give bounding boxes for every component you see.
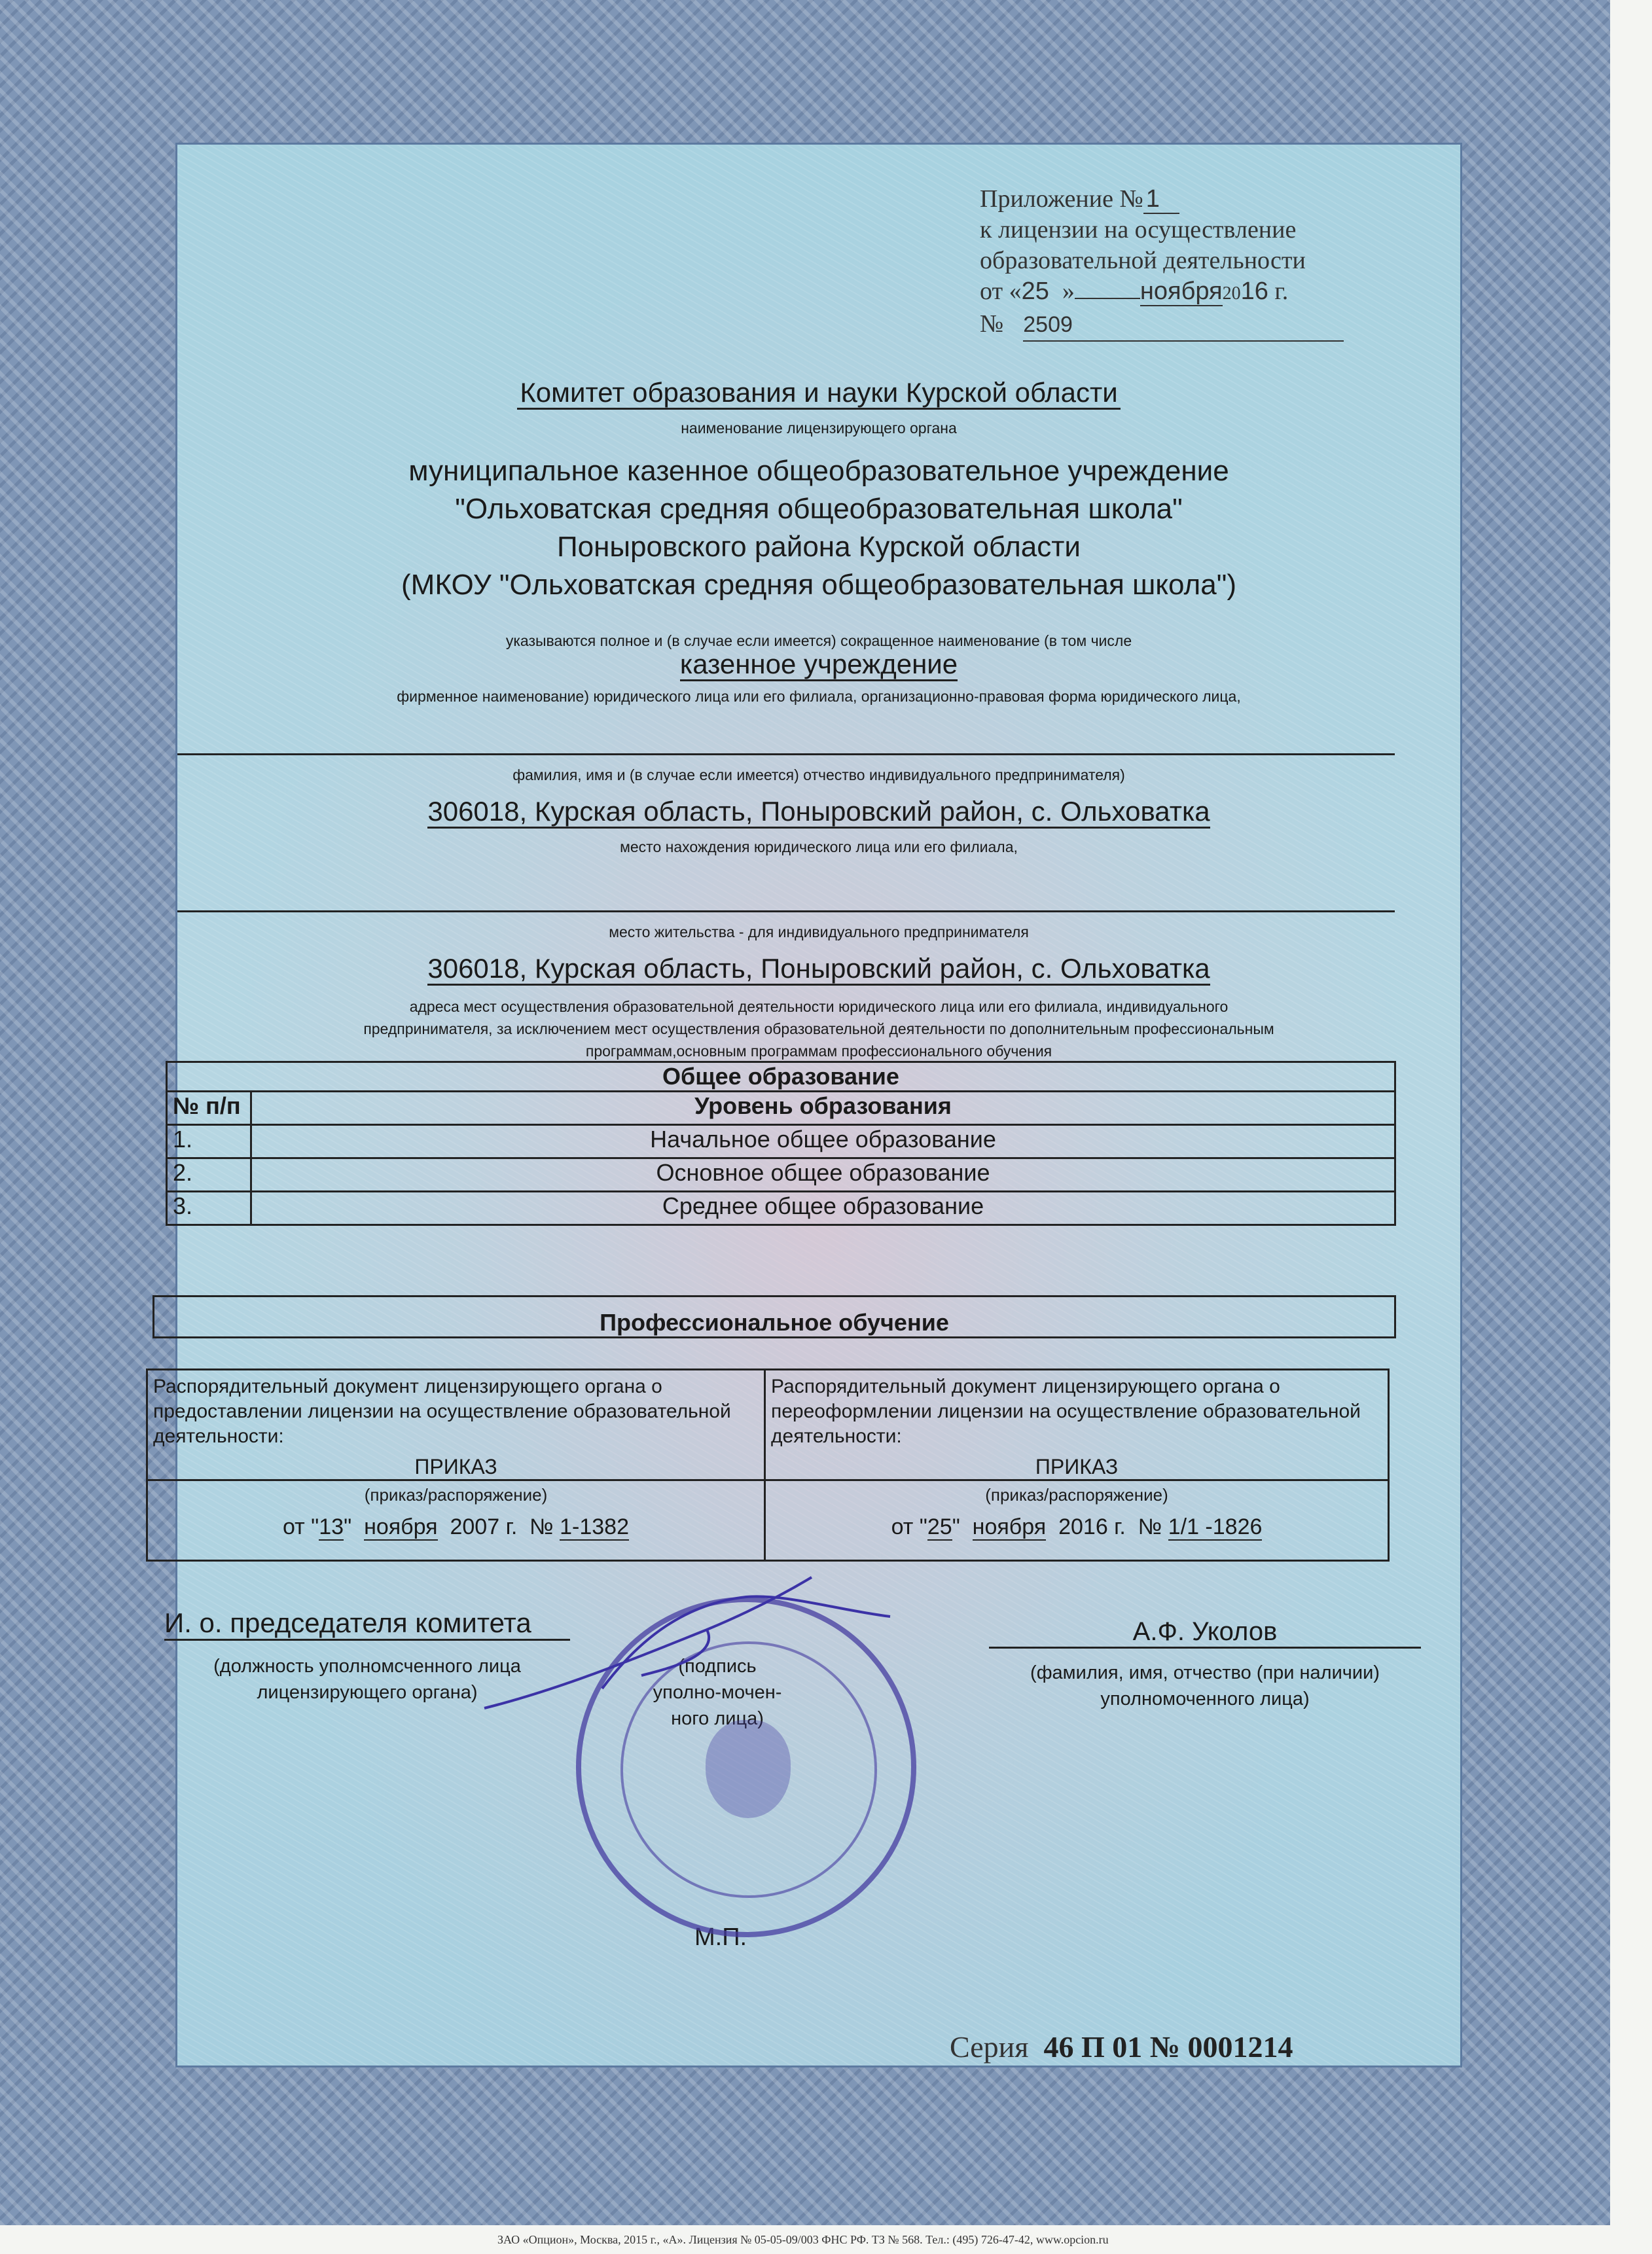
orders-table — [146, 1368, 1390, 1562]
order-right-details — [765, 1480, 1389, 1561]
blank-line — [177, 910, 1395, 912]
appendix-label: Приложение № — [980, 185, 1143, 213]
order-left-details — [147, 1480, 765, 1561]
institution-name — [177, 452, 1460, 604]
order-right-caption: (приказ/распоряжение) — [985, 1485, 1168, 1505]
signature-caption: (подпись уполно-мочен-ного лица) — [653, 1656, 782, 1729]
appendix-number: 1 — [1143, 185, 1179, 214]
handwritten-signature — [471, 1558, 903, 1728]
organ-name: Комитет образования и науки Курской области — [517, 377, 1120, 410]
series-label: Серия — [950, 2030, 1029, 2064]
column-number: № п/п — [167, 1092, 251, 1125]
column-level: Уровень образования — [251, 1092, 1395, 1125]
order-right-year: 2016 г. — [1058, 1514, 1126, 1539]
row-level: Основное общее образование — [251, 1158, 1395, 1192]
institution-form — [177, 649, 1460, 680]
series-value: 46 П 01 № 0001214 — [1043, 2030, 1293, 2064]
date-day: 25 — [1021, 277, 1049, 305]
institution-caption1: указываются полное и (в случае если имеется) сокращенное наименование (в том числе — [505, 632, 1132, 649]
date-year-suffix: 16 — [1240, 277, 1268, 305]
order-left-month: ноября — [364, 1514, 438, 1539]
order-right-prefix: от " — [891, 1514, 927, 1539]
row-level: Среднее общее образование — [251, 1192, 1395, 1225]
date-year-prefix: 20 — [1222, 283, 1241, 304]
licensing-organ — [177, 377, 1460, 408]
order-right-day-close: " — [952, 1514, 960, 1539]
professional-title: Профессиональное обучение — [154, 1297, 1395, 1338]
signatory-name-caption: (фамилия, имя, отчество (при наличии) уполномоченного лица) — [1030, 1662, 1380, 1709]
order-right-num-label: № — [1138, 1514, 1162, 1539]
number-label: № — [980, 310, 1004, 338]
appendix-number-line — [980, 309, 1438, 342]
date-day-close: » — [1062, 277, 1075, 305]
coat-of-arms-icon — [706, 1720, 791, 1818]
institution-line2: "Ольховатская средняя общеобразовательная школа" — [455, 493, 1183, 525]
order-left-number: 1-1382 — [560, 1514, 629, 1539]
location-address: 306018, Курская область, Поныровский район, с. Ольховатка — [427, 796, 1210, 829]
order-left-prefix: от " — [283, 1514, 319, 1539]
activity-address: 306018, Курская область, Поныровский район, с. Ольховатка — [427, 953, 1210, 986]
order-left-caption: (приказ/распоряжение) — [364, 1485, 548, 1505]
general-education-table — [166, 1061, 1396, 1226]
order-left-header: Распорядительный документ лицензирующего органа о предоставлении лицензии на осуществление образовательной деятельности: — [153, 1376, 731, 1447]
order-left-day: 13 — [319, 1514, 344, 1539]
order-left-year: 2007 г. — [450, 1514, 518, 1539]
institution-line3: Поныровского района Курской области — [556, 531, 1081, 563]
order-right-type: ПРИКАЗ — [1035, 1455, 1119, 1478]
activity-caption1: адреса мест осуществления образовательной деятельности юридического лица или его филиала, индивидуального — [409, 998, 1229, 1015]
activity-caption3: программам,основным программам профессионального обучения — [585, 1043, 1052, 1060]
order-right — [765, 1370, 1389, 1480]
institution-form-text: казенное учреждение — [680, 649, 958, 681]
table-row — [167, 1192, 1395, 1225]
date-month: ноября — [1140, 277, 1223, 305]
blank-line — [177, 753, 1395, 755]
activity-caption — [177, 995, 1460, 1062]
location-caption2: место жительства - для индивидуального предпринимателя — [609, 923, 1029, 940]
table-row — [167, 1158, 1395, 1192]
appendix-header — [980, 184, 1438, 342]
row-level: Начальное общее образование — [251, 1125, 1395, 1158]
mp-label: М.П. — [694, 1923, 747, 1951]
institution-line1: муниципальное казенное общеобразовательное учреждение — [408, 455, 1229, 487]
appendix-line3: образовательной деятельности — [980, 247, 1306, 274]
signatory-position: И. о. председателя комитета — [164, 1607, 570, 1641]
institution-line4: (МКОУ "Ольховатская средняя общеобразовательная школа") — [401, 569, 1236, 601]
date-year-mark: г. — [1274, 277, 1289, 305]
order-left — [147, 1370, 765, 1480]
row-number: 2. — [167, 1158, 251, 1192]
appendix-line2: к лицензии на осуществление — [980, 216, 1297, 243]
appendix-date — [980, 276, 1438, 309]
order-right-day: 25 — [927, 1514, 952, 1539]
printer-imprint: ЗАО «Опцион», Москва, 2015 г., «А». Лицензия № 05-05-09/003 ФНС РФ. ТЗ № 568. Тел.: (495) 726-47-42, www.opcion.ru — [497, 2233, 1109, 2246]
row-number: 3. — [167, 1192, 251, 1225]
location — [177, 796, 1460, 827]
institution-caption3: фамилия, имя и (в случае если имеется) отчество индивидуального предпринимателя) — [512, 766, 1125, 783]
signatory-position-caption: (должность уполномсченного лица лицензирующего органа) — [213, 1656, 521, 1703]
organ-caption: наименование лицензирующего органа — [681, 420, 957, 437]
table-row — [167, 1125, 1395, 1158]
date-prefix: от « — [980, 277, 1022, 305]
professional-table — [153, 1295, 1396, 1338]
row-number: 1. — [167, 1125, 251, 1158]
order-right-number: 1/1 -1826 — [1168, 1514, 1263, 1539]
activity-caption2: предпринимателя, за исключением мест осуществления образовательной деятельности по дополнительным профессиональным — [363, 1020, 1274, 1037]
order-right-header: Распорядительный документ лицензирующего органа о переоформлении лицензии на осуществление образовательной деятельности: — [771, 1376, 1361, 1447]
institution-caption2: фирменное наименование) юридического лица или его филиала, организационно-правовая форма юридического лица, — [397, 688, 1241, 705]
license-number: 2509 — [1023, 310, 1344, 342]
general-education-title: Общее образование — [167, 1062, 1395, 1092]
signatory-name: А.Ф. Уколов — [989, 1617, 1421, 1649]
order-left-type: ПРИКАЗ — [414, 1455, 497, 1478]
activity — [177, 953, 1460, 984]
series — [950, 2030, 1293, 2064]
location-caption1: место нахождения юридического лица или его филиала, — [620, 838, 1018, 855]
order-right-month: ноября — [972, 1514, 1047, 1539]
order-left-num-label: № — [530, 1514, 554, 1539]
order-left-day-close: " — [344, 1514, 352, 1539]
